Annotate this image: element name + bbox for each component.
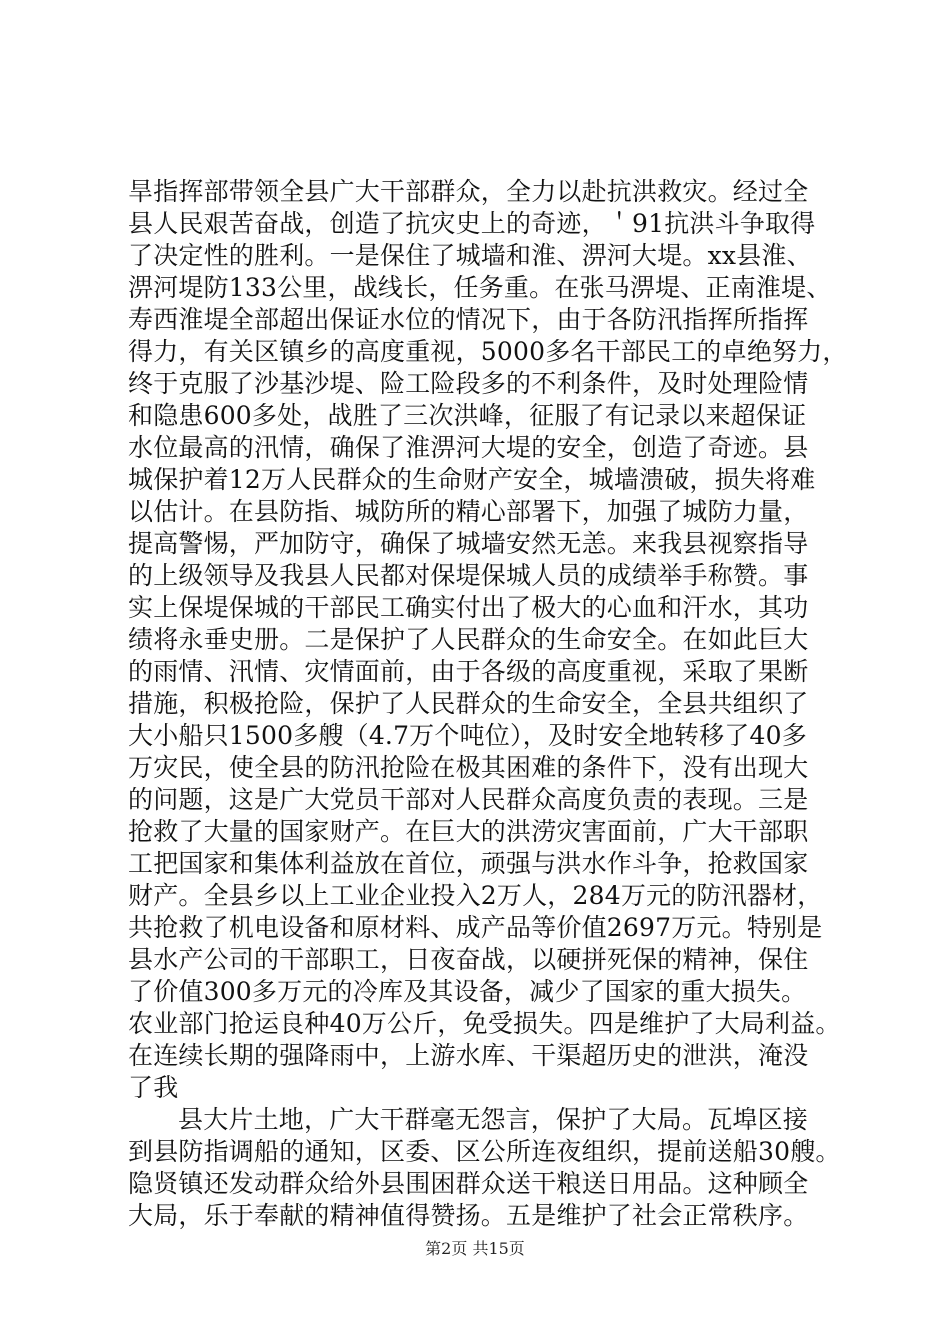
text-line: 县人民艰苦奋战，创造了抗灾史上的奇迹，＇91抗洪斗争取得 — [128, 209, 816, 238]
text-line: 的上级领导及我县人民都对保堤保城人员的成绩举手称赞。事 — [128, 561, 809, 590]
text-line: 抢救了大量的国家财产。在巨大的洪涝灾害面前，广大干部职 — [128, 817, 809, 846]
text-line: 财产。全县乡以上工业企业投入2万人，284万元的防汛器材， — [128, 881, 823, 910]
text-line: 大局，乐于奉献的精神值得赞扬。五是维护了社会正常秩序。 — [128, 1201, 809, 1230]
text-line: 在连续长期的强降雨中，上游水库、干渠超历史的泄洪，淹没 — [128, 1041, 809, 1070]
text-line: 提高警惕，严加防守，确保了城墙安然无恙。来我县视察指导 — [128, 529, 809, 558]
text-line: 万灾民，使全县的防汛抢险在极其困难的条件下，没有出现大 — [128, 753, 809, 782]
text-line: 农业部门抢运良种40万公斤，免受损失。四是维护了大局利益。 — [128, 1009, 841, 1038]
text-line: 了我 — [128, 1073, 179, 1102]
page-footer: 第2页 共15页 — [425, 1239, 525, 1258]
text-line: 旱指挥部带领全县广大干部群众，全力以赴抗洪救灾。经过全 — [128, 177, 809, 206]
text-line: 大小船只1500多艘（4.7万个吨位），及时安全地转移了40多 — [128, 721, 807, 750]
text-line: 淠河堤防133公里，战线长，任务重。在张马淠堤、正南淮堤、 — [128, 273, 832, 302]
text-line: 绩将永垂史册。二是保护了人民群众的生命安全。在如此巨大 — [128, 625, 809, 654]
text-line: 城保护着12万人民群众的生命财产安全，城墙溃破，损失将难 — [128, 465, 816, 494]
text-line: 寿西淮堤全部超出保证水位的情况下，由于各防汛指挥所指挥 — [128, 305, 809, 334]
paragraph-start-line: 县大片土地，广大干群毫无怨言，保护了大局。瓦埠区接 — [178, 1105, 809, 1134]
text-line: 措施，积极抢险，保护了人民群众的生命安全，全县共组织了 — [128, 689, 809, 718]
text-line: 县水产公司的干部职工，日夜奋战，以硬拼死保的精神，保住 — [128, 945, 809, 974]
text-line: 的雨情、汛情、灾情面前，由于各级的高度重视，采取了果断 — [128, 657, 809, 686]
text-line: 水位最高的汛情，确保了淮淠河大堤的安全，创造了奇迹。县 — [128, 433, 809, 462]
text-line: 共抢救了机电设备和原材料、成产品等价值2697万元。特别是 — [128, 913, 823, 942]
text-line: 了决定性的胜利。一是保住了城墙和淮、淠河大堤。xx县淮、 — [128, 241, 812, 270]
text-line: 了价值300多万元的冷库及其设备，减少了国家的重大损失。 — [128, 977, 807, 1006]
text-line: 实上保堤保城的干部民工确实付出了极大的心血和汗水，其功 — [128, 593, 809, 622]
body-text — [128, 176, 863, 1232]
text-line: 到县防指调船的通知，区委、区公所连夜组织，提前送船30艘。 — [128, 1137, 841, 1166]
text-line: 终于克服了沙基沙堤、险工险段多的不利条件，及时处理险情 — [128, 369, 809, 398]
text-line: 的问题，这是广大党员干部对人民群众高度负责的表现。三是 — [128, 785, 809, 814]
text-line: 工把国家和集体利益放在首位，顽强与洪水作斗争，抢救国家 — [128, 849, 809, 878]
text-line: 得力，有关区镇乡的高度重视，5000多名干部民工的卓绝努力， — [128, 337, 848, 366]
text-line: 隐贤镇还发动群众给外县围困群众送干粮送日用品。这种顾全 — [128, 1169, 809, 1198]
text-line: 和隐患600多处，战胜了三次洪峰，征服了有记录以来超保证 — [128, 401, 807, 430]
text-line: 以估计。在县防指、城防所的精心部署下，加强了城防力量， — [128, 497, 809, 526]
